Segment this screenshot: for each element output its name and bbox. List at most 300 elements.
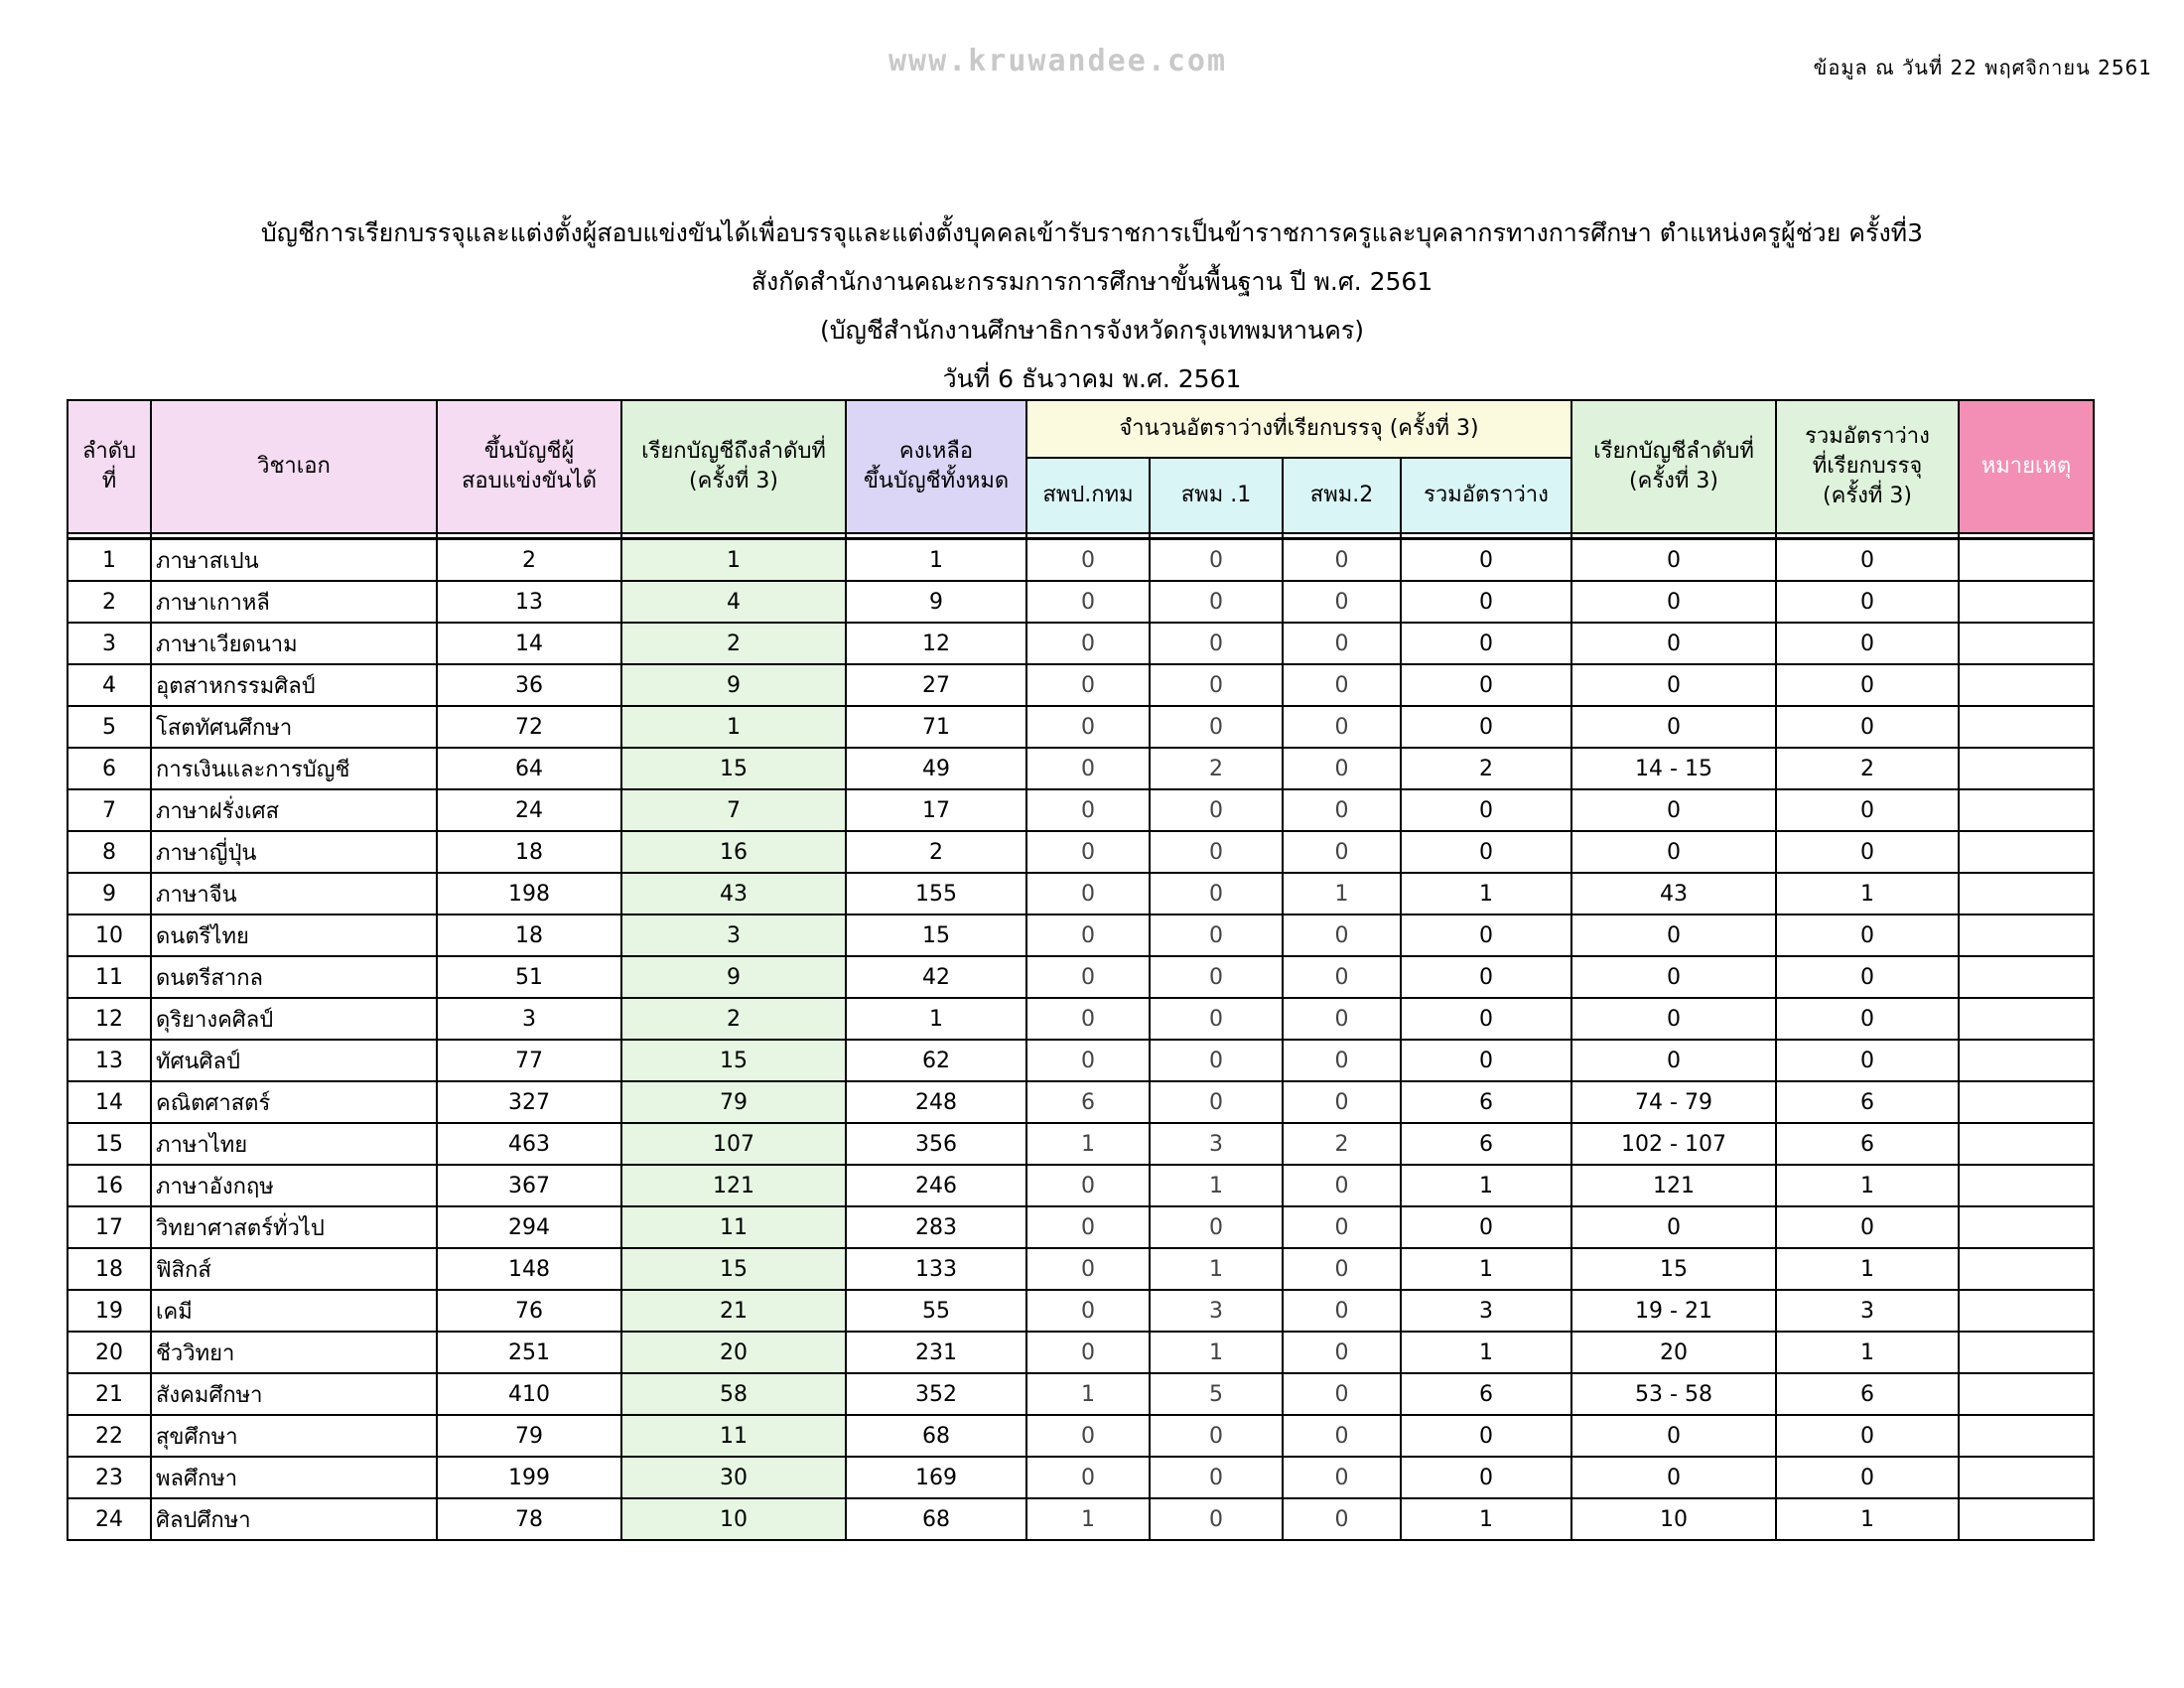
cell-vacancy-total: 0 (1401, 914, 1571, 956)
cell-listed: 18 (437, 831, 621, 873)
cell-vacancy-spp-bkk: 0 (1026, 1206, 1150, 1248)
cell-call-order: 14 - 15 (1571, 748, 1776, 789)
info-date: ข้อมูล ณ วันที่ 22 พฤศจิกายน 2561 (1813, 56, 2152, 79)
cell-vacancy-total: 0 (1401, 1040, 1571, 1081)
cell-call-order: 0 (1571, 539, 1776, 582)
cell-total: 0 (1776, 623, 1959, 664)
cell-called: 10 (621, 1498, 846, 1540)
cell-vacancy-spm2: 0 (1283, 623, 1401, 664)
table-row (68, 831, 2094, 873)
table-row (68, 664, 2094, 706)
cell-vacancy-total: 3 (1401, 1290, 1571, 1332)
cell-vacancy-spp-bkk: 0 (1026, 539, 1150, 582)
table-row (68, 581, 2094, 623)
header-vacancy-total: รวมอัตราว่าง (1401, 458, 1571, 533)
cell-total: 0 (1776, 956, 1959, 998)
cell-vacancy-total: 0 (1401, 956, 1571, 998)
cell-called: 2 (621, 623, 846, 664)
cell-listed: 79 (437, 1415, 621, 1457)
table-row (68, 998, 2094, 1040)
cell-vacancy-spm1: 0 (1150, 1457, 1283, 1498)
cell-order: 15 (68, 1123, 151, 1165)
cell-vacancy-spm2: 0 (1283, 831, 1401, 873)
cell-remaining: 356 (846, 1123, 1026, 1165)
cell-remaining: 42 (846, 956, 1026, 998)
cell-subject: ภาษาอังกฤษ (151, 1165, 437, 1206)
cell-remark (1959, 1248, 2094, 1290)
header-call-order (1571, 400, 1776, 533)
cell-call-order: 0 (1571, 914, 1776, 956)
cell-vacancy-spm1: 0 (1150, 1498, 1283, 1540)
header-call-order-line1: เรียกบัญชีลำดับที่ (1593, 439, 1754, 464)
cell-called: 15 (621, 1040, 846, 1081)
cell-vacancy-spm1: 1 (1150, 1165, 1283, 1206)
header-call-order-line2: (ครั้งที่ 3) (1629, 469, 1718, 493)
cell-listed: 76 (437, 1290, 621, 1332)
cell-call-order: 15 (1571, 1248, 1776, 1290)
cell-call-order: 0 (1571, 831, 1776, 873)
cell-vacancy-spm2: 0 (1283, 789, 1401, 831)
cell-order: 16 (68, 1165, 151, 1206)
cell-vacancy-total: 6 (1401, 1373, 1571, 1415)
table-row (68, 1332, 2094, 1373)
cell-call-order: 0 (1571, 1206, 1776, 1248)
cell-listed: 198 (437, 873, 621, 914)
cell-vacancy-spm2: 0 (1283, 748, 1401, 789)
cell-call-order: 0 (1571, 998, 1776, 1040)
cell-vacancy-total: 0 (1401, 1415, 1571, 1457)
cell-listed: 78 (437, 1498, 621, 1540)
cell-vacancy-spm1: 0 (1150, 956, 1283, 998)
cell-called: 9 (621, 956, 846, 998)
cell-vacancy-spm1: 1 (1150, 1332, 1283, 1373)
cell-order: 2 (68, 581, 151, 623)
cell-order: 17 (68, 1206, 151, 1248)
cell-subject: อุตสาหกรรมศิลป์ (151, 664, 437, 706)
cell-remark (1959, 998, 2094, 1040)
table-row (68, 956, 2094, 998)
cell-vacancy-spm2: 1 (1283, 873, 1401, 914)
cell-called: 9 (621, 664, 846, 706)
cell-order: 24 (68, 1498, 151, 1540)
cell-vacancy-spp-bkk: 0 (1026, 956, 1150, 998)
cell-subject: การเงินและการบัญชี (151, 748, 437, 789)
cell-vacancy-spm2: 0 (1283, 1165, 1401, 1206)
header-vacancy-group: จำนวนอัตราว่างที่เรียกบรรจุ (ครั้งที่ 3) (1026, 400, 1571, 458)
cell-listed: 2 (437, 539, 621, 582)
table-row (68, 1165, 2094, 1206)
cell-listed: 36 (437, 664, 621, 706)
cell-listed: 51 (437, 956, 621, 998)
cell-vacancy-spm1: 2 (1150, 748, 1283, 789)
cell-order: 6 (68, 748, 151, 789)
cell-remark (1959, 706, 2094, 748)
cell-vacancy-spm1: 0 (1150, 1081, 1283, 1123)
cell-remark (1959, 956, 2094, 998)
cell-subject: ภาษาฝรั่งเศส (151, 789, 437, 831)
cell-remark (1959, 664, 2094, 706)
cell-subject: สังคมศึกษา (151, 1373, 437, 1415)
cell-called: 58 (621, 1373, 846, 1415)
cell-remark (1959, 1040, 2094, 1081)
cell-remaining: 1 (846, 998, 1026, 1040)
cell-total: 0 (1776, 998, 1959, 1040)
cell-subject: ทัศนศิลป์ (151, 1040, 437, 1081)
header-subject: วิชาเอก (151, 400, 437, 533)
cell-listed: 3 (437, 998, 621, 1040)
cell-order: 8 (68, 831, 151, 873)
cell-vacancy-total: 0 (1401, 789, 1571, 831)
cell-call-order: 19 - 21 (1571, 1290, 1776, 1332)
cell-vacancy-spm2: 2 (1283, 1123, 1401, 1165)
cell-total: 2 (1776, 748, 1959, 789)
cell-call-order: 74 - 79 (1571, 1081, 1776, 1123)
cell-order: 1 (68, 539, 151, 582)
cell-vacancy-total: 1 (1401, 873, 1571, 914)
cell-call-order: 20 (1571, 1332, 1776, 1373)
cell-total: 0 (1776, 581, 1959, 623)
cell-vacancy-spm1: 0 (1150, 998, 1283, 1040)
header-vacancy-spm2: สพม.2 (1283, 458, 1401, 533)
cell-total: 0 (1776, 539, 1959, 582)
cell-called: 16 (621, 831, 846, 873)
cell-called: 79 (621, 1081, 846, 1123)
cell-vacancy-spp-bkk: 0 (1026, 873, 1150, 914)
cell-call-order: 121 (1571, 1165, 1776, 1206)
cell-order: 18 (68, 1248, 151, 1290)
cell-order: 21 (68, 1373, 151, 1415)
cell-listed: 199 (437, 1457, 621, 1498)
cell-call-order: 102 - 107 (1571, 1123, 1776, 1165)
cell-called: 43 (621, 873, 846, 914)
table-row (68, 1290, 2094, 1332)
cell-subject: ภาษาญี่ปุ่น (151, 831, 437, 873)
cell-called: 107 (621, 1123, 846, 1165)
header-total-line3: (ครั้งที่ 3) (1823, 484, 1912, 508)
cell-call-order: 0 (1571, 789, 1776, 831)
cell-remaining: 2 (846, 831, 1026, 873)
cell-remark (1959, 789, 2094, 831)
cell-listed: 463 (437, 1123, 621, 1165)
cell-total: 3 (1776, 1290, 1959, 1332)
cell-remark (1959, 623, 2094, 664)
cell-vacancy-total: 1 (1401, 1332, 1571, 1373)
cell-total: 6 (1776, 1123, 1959, 1165)
cell-vacancy-spp-bkk: 0 (1026, 706, 1150, 748)
cell-vacancy-spp-bkk: 0 (1026, 1165, 1150, 1206)
cell-listed: 14 (437, 623, 621, 664)
cell-remark (1959, 1373, 2094, 1415)
cell-vacancy-spm1: 0 (1150, 789, 1283, 831)
cell-listed: 251 (437, 1332, 621, 1373)
cell-called: 2 (621, 998, 846, 1040)
cell-total: 6 (1776, 1081, 1959, 1123)
cell-subject: ภาษาสเปน (151, 539, 437, 582)
cell-listed: 13 (437, 581, 621, 623)
cell-remaining: 246 (846, 1165, 1026, 1206)
cell-total: 0 (1776, 789, 1959, 831)
table-row (68, 1415, 2094, 1457)
cell-called: 1 (621, 539, 846, 582)
cell-call-order: 0 (1571, 706, 1776, 748)
cell-vacancy-spm2: 0 (1283, 956, 1401, 998)
header-called-line1: เรียกบัญชีถึงลำดับที่ (641, 439, 826, 464)
cell-remark (1959, 1457, 2094, 1498)
cell-subject: ภาษาเวียดนาม (151, 623, 437, 664)
table-row (68, 623, 2094, 664)
table-row (68, 748, 2094, 789)
cell-called: 15 (621, 748, 846, 789)
cell-remark (1959, 748, 2094, 789)
cell-remaining: 62 (846, 1040, 1026, 1081)
header-called (621, 400, 846, 533)
cell-order: 22 (68, 1415, 151, 1457)
cell-vacancy-spm2: 0 (1283, 581, 1401, 623)
cell-total: 0 (1776, 1415, 1959, 1457)
cell-vacancy-spp-bkk: 0 (1026, 1457, 1150, 1498)
cell-called: 11 (621, 1415, 846, 1457)
document-title (0, 209, 2184, 403)
cell-subject: ภาษาไทย (151, 1123, 437, 1165)
cell-vacancy-spm1: 3 (1150, 1123, 1283, 1165)
cell-total: 0 (1776, 914, 1959, 956)
cell-vacancy-spm1: 0 (1150, 1415, 1283, 1457)
table-row (68, 1498, 2094, 1540)
cell-remaining: 155 (846, 873, 1026, 914)
cell-order: 20 (68, 1332, 151, 1373)
cell-vacancy-spm1: 0 (1150, 873, 1283, 914)
cell-remaining: 15 (846, 914, 1026, 956)
cell-call-order: 0 (1571, 623, 1776, 664)
cell-call-order: 0 (1571, 1457, 1776, 1498)
cell-vacancy-spp-bkk: 1 (1026, 1498, 1150, 1540)
cell-vacancy-total: 0 (1401, 581, 1571, 623)
appointment-table (67, 399, 2095, 1541)
header-listed (437, 400, 621, 533)
cell-order: 4 (68, 664, 151, 706)
cell-listed: 367 (437, 1165, 621, 1206)
cell-listed: 24 (437, 789, 621, 831)
cell-listed: 148 (437, 1248, 621, 1290)
cell-listed: 77 (437, 1040, 621, 1081)
watermark: www.kruwandee.com (888, 44, 1228, 78)
cell-vacancy-spp-bkk: 0 (1026, 1248, 1150, 1290)
cell-call-order: 0 (1571, 581, 1776, 623)
cell-vacancy-spm2: 0 (1283, 1415, 1401, 1457)
cell-order: 9 (68, 873, 151, 914)
cell-subject: ภาษาเกาหลี (151, 581, 437, 623)
cell-vacancy-total: 0 (1401, 539, 1571, 582)
cell-vacancy-spm2: 0 (1283, 1373, 1401, 1415)
header-total (1776, 400, 1959, 533)
cell-vacancy-spp-bkk: 0 (1026, 748, 1150, 789)
title-line-1: บัญชีการเรียกบรรจุและแต่งตั้งผู้สอบแข่งขันได้เพื่อบรรจุและแต่งตั้งบุคคลเข้ารับราชการเป็นข้าราชการครูและบุคลากรทางการศึกษา ตำแหน่งครูผู้ช่วย ครั้งที่3 (260, 218, 1924, 247)
cell-subject: ชีววิทยา (151, 1332, 437, 1373)
table-row (68, 1457, 2094, 1498)
cell-remark (1959, 1415, 2094, 1457)
cell-call-order: 53 - 58 (1571, 1373, 1776, 1415)
cell-vacancy-total: 6 (1401, 1123, 1571, 1165)
cell-vacancy-total: 0 (1401, 831, 1571, 873)
cell-subject: วิทยาศาสตร์ทั่วไป (151, 1206, 437, 1248)
cell-remark (1959, 581, 2094, 623)
cell-vacancy-spp-bkk: 0 (1026, 581, 1150, 623)
header-order-line1: ลำดับ (81, 439, 137, 464)
cell-called: 11 (621, 1206, 846, 1248)
cell-call-order: 0 (1571, 1415, 1776, 1457)
table-row (68, 706, 2094, 748)
table-row (68, 1040, 2094, 1081)
cell-call-order: 0 (1571, 1040, 1776, 1081)
cell-remark (1959, 539, 2094, 582)
cell-remaining: 283 (846, 1206, 1026, 1248)
cell-remark (1959, 1290, 2094, 1332)
cell-remark (1959, 1165, 2094, 1206)
cell-vacancy-spm2: 0 (1283, 1332, 1401, 1373)
cell-called: 4 (621, 581, 846, 623)
table-row (68, 1373, 2094, 1415)
cell-vacancy-spp-bkk: 0 (1026, 1290, 1150, 1332)
cell-call-order: 43 (1571, 873, 1776, 914)
cell-remaining: 27 (846, 664, 1026, 706)
header-vacancy-spm1: สพม .1 (1150, 458, 1283, 533)
cell-vacancy-spm2: 0 (1283, 1081, 1401, 1123)
cell-vacancy-spm1: 0 (1150, 623, 1283, 664)
header-listed-line2: สอบแข่งขันได้ (462, 469, 597, 493)
cell-vacancy-spm2: 0 (1283, 1457, 1401, 1498)
cell-remaining: 169 (846, 1457, 1026, 1498)
cell-remaining: 17 (846, 789, 1026, 831)
cell-vacancy-spm2: 0 (1283, 706, 1401, 748)
table-row (68, 1206, 2094, 1248)
cell-total: 0 (1776, 831, 1959, 873)
cell-total: 0 (1776, 1040, 1959, 1081)
cell-remark (1959, 1081, 2094, 1123)
table-row (68, 789, 2094, 831)
header-order (68, 400, 151, 533)
cell-order: 10 (68, 914, 151, 956)
cell-vacancy-total: 0 (1401, 998, 1571, 1040)
cell-order: 11 (68, 956, 151, 998)
cell-vacancy-spp-bkk: 0 (1026, 914, 1150, 956)
cell-vacancy-spm2: 0 (1283, 998, 1401, 1040)
cell-order: 14 (68, 1081, 151, 1123)
cell-total: 0 (1776, 1206, 1959, 1248)
cell-subject: พลศึกษา (151, 1457, 437, 1498)
cell-vacancy-spm1: 0 (1150, 539, 1283, 582)
cell-called: 15 (621, 1248, 846, 1290)
cell-order: 13 (68, 1040, 151, 1081)
cell-vacancy-total: 0 (1401, 706, 1571, 748)
cell-vacancy-spm1: 0 (1150, 664, 1283, 706)
cell-vacancy-spm1: 0 (1150, 831, 1283, 873)
cell-vacancy-spm2: 0 (1283, 1040, 1401, 1081)
cell-remark (1959, 1498, 2094, 1540)
header-remaining (846, 400, 1026, 533)
cell-vacancy-spp-bkk: 0 (1026, 623, 1150, 664)
cell-total: 1 (1776, 1498, 1959, 1540)
header-called-line2: (ครั้งที่ 3) (689, 469, 778, 493)
cell-vacancy-spm2: 0 (1283, 539, 1401, 582)
cell-called: 1 (621, 706, 846, 748)
cell-order: 5 (68, 706, 151, 748)
table-row (68, 1123, 2094, 1165)
cell-vacancy-spm2: 0 (1283, 1498, 1401, 1540)
cell-listed: 410 (437, 1373, 621, 1415)
cell-remaining: 352 (846, 1373, 1026, 1415)
cell-vacancy-total: 0 (1401, 1457, 1571, 1498)
cell-remaining: 9 (846, 581, 1026, 623)
cell-vacancy-spp-bkk: 1 (1026, 1373, 1150, 1415)
table-row (68, 539, 2094, 582)
cell-vacancy-spp-bkk: 0 (1026, 789, 1150, 831)
cell-called: 3 (621, 914, 846, 956)
cell-total: 0 (1776, 706, 1959, 748)
cell-vacancy-spm1: 0 (1150, 581, 1283, 623)
cell-total: 1 (1776, 1248, 1959, 1290)
header-listed-line1: ขึ้นบัญชีผู้ (483, 439, 575, 464)
cell-subject: ดนตรีไทย (151, 914, 437, 956)
cell-remaining: 68 (846, 1415, 1026, 1457)
cell-vacancy-spm2: 0 (1283, 1248, 1401, 1290)
cell-total: 0 (1776, 664, 1959, 706)
cell-remaining: 71 (846, 706, 1026, 748)
title-line-2: สังกัดสำนักงานคณะกรรมการการศึกษาขั้นพื้นฐาน ปี พ.ศ. 2561 (751, 267, 1433, 296)
cell-vacancy-total: 2 (1401, 748, 1571, 789)
table-row (68, 914, 2094, 956)
cell-order: 12 (68, 998, 151, 1040)
cell-vacancy-spp-bkk: 0 (1026, 1415, 1150, 1457)
cell-remaining: 133 (846, 1248, 1026, 1290)
cell-total: 1 (1776, 1165, 1959, 1206)
cell-remaining: 231 (846, 1332, 1026, 1373)
cell-total: 1 (1776, 873, 1959, 914)
table-body (68, 533, 2094, 1540)
cell-subject: โสตทัศนศึกษา (151, 706, 437, 748)
cell-listed: 18 (437, 914, 621, 956)
cell-total: 0 (1776, 1457, 1959, 1498)
cell-total: 6 (1776, 1373, 1959, 1415)
cell-called: 21 (621, 1290, 846, 1332)
cell-subject: ภาษาจีน (151, 873, 437, 914)
cell-listed: 64 (437, 748, 621, 789)
cell-remaining: 1 (846, 539, 1026, 582)
table-row (68, 1248, 2094, 1290)
cell-remark (1959, 1206, 2094, 1248)
cell-call-order: 0 (1571, 956, 1776, 998)
cell-remaining: 68 (846, 1498, 1026, 1540)
header-order-line2: ที่ (101, 469, 117, 493)
cell-vacancy-spp-bkk: 0 (1026, 1332, 1150, 1373)
cell-called: 7 (621, 789, 846, 831)
cell-vacancy-spm2: 0 (1283, 1206, 1401, 1248)
header-remark: หมายเหตุ (1959, 400, 2094, 533)
cell-order: 3 (68, 623, 151, 664)
title-line-4: วันที่ 6 ธันวาคม พ.ศ. 2561 (942, 364, 1242, 393)
header-total-line1: รวมอัตราว่าง (1805, 424, 1930, 449)
cell-vacancy-total: 0 (1401, 623, 1571, 664)
cell-vacancy-spp-bkk: 0 (1026, 998, 1150, 1040)
cell-vacancy-total: 6 (1401, 1081, 1571, 1123)
header-total-line2: ที่เรียกบรรจุ (1812, 454, 1923, 479)
cell-order: 23 (68, 1457, 151, 1498)
cell-called: 20 (621, 1332, 846, 1373)
cell-call-order: 10 (1571, 1498, 1776, 1540)
cell-remaining: 49 (846, 748, 1026, 789)
cell-subject: สุขศึกษา (151, 1415, 437, 1457)
cell-vacancy-spp-bkk: 1 (1026, 1123, 1150, 1165)
cell-vacancy-spm1: 0 (1150, 1040, 1283, 1081)
